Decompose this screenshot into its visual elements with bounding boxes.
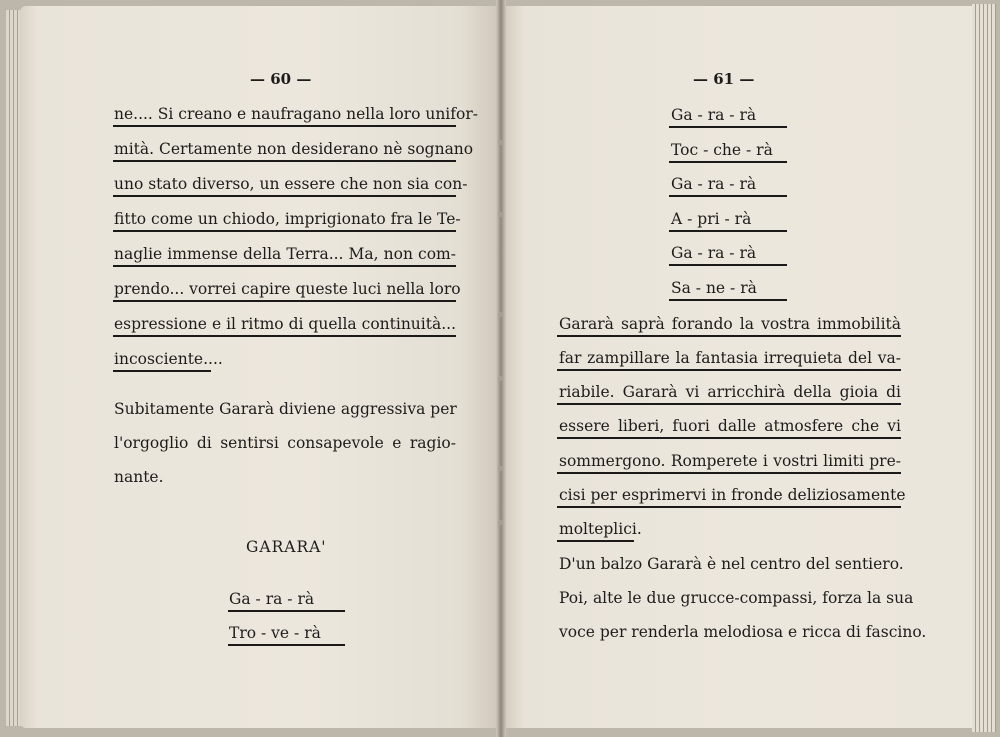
underline <box>557 506 901 508</box>
right-text-line: essere liberi, fuori dalle atmosfere che vi <box>559 417 901 435</box>
left-paragraph-line: l'orgoglio di sentirsi consapevole e ragio- <box>114 434 456 452</box>
underline <box>113 160 456 162</box>
right-paragraph-line: voce per renderla melodiosa e ricca di fascino. <box>559 623 927 641</box>
right-text-line: cisi per esprimervi in fronde deliziosamente <box>559 486 906 504</box>
binding-stitch <box>498 520 503 525</box>
left-paragraph-line: nante. <box>114 468 164 486</box>
binding-stitch <box>498 312 503 317</box>
right-text-line: sommergono. Romperete i vostri limiti pre- <box>559 452 901 470</box>
binding-stitch <box>498 466 503 471</box>
underline <box>113 265 456 267</box>
underline <box>113 300 456 302</box>
right-page-number: — 61 — <box>693 70 755 88</box>
verse-line: Ga - ra - rà <box>229 590 315 608</box>
right-text-line: Gararà saprà forando la vostra immobilità <box>559 315 901 333</box>
left-text-line: uno stato diverso, un essere che non sia con- <box>114 175 468 193</box>
left-text-line: espressione e il ritmo di quella continuità... <box>114 315 456 333</box>
underline <box>557 335 901 337</box>
verse-line: Sa - ne - rà <box>671 279 757 297</box>
verse-line: Ga - ra - rà <box>671 106 757 124</box>
underline <box>669 161 787 163</box>
underline <box>557 437 901 439</box>
underline <box>669 195 787 197</box>
left-text-line: ne.... Si creano e naufragano nella loro unifor- <box>114 105 478 123</box>
right-page-edges <box>972 4 996 732</box>
underline <box>557 403 901 405</box>
underline <box>669 299 787 301</box>
binding-stitch <box>498 140 503 145</box>
left-text-line: prendo... vorrei capire queste luci nella loro <box>114 280 461 298</box>
underline <box>113 370 211 372</box>
verse-line: Ga - ra - rà <box>671 244 757 262</box>
verse-line: A - pri - rà <box>671 210 752 228</box>
verse-line: Toc - che - rà <box>671 141 773 159</box>
book-gutter <box>496 0 506 737</box>
underline <box>228 644 345 646</box>
left-text-line: fitto come un chiodo, imprigionato fra le Te- <box>114 210 461 228</box>
right-paragraph-line: Poi, alte le due grucce-compassi, forza la sua <box>559 589 914 607</box>
binding-stitch <box>498 212 503 217</box>
left-page-number: — 60 — <box>250 70 312 88</box>
underline <box>557 472 901 474</box>
underline <box>557 540 634 542</box>
underline <box>113 125 456 127</box>
underline <box>669 126 787 128</box>
underline <box>113 230 456 232</box>
left-text-line: mità. Certamente non desiderano nè sognano <box>114 140 474 158</box>
right-paragraph-line: D'un balzo Gararà è nel centro del sentiero. <box>559 555 904 573</box>
underline <box>669 230 787 232</box>
left-paragraph-line: Subitamente Gararà diviene aggressiva per <box>114 400 457 418</box>
underline <box>669 264 787 266</box>
underline <box>113 195 456 197</box>
underline <box>557 369 901 371</box>
poem-title: GARARA' <box>246 538 327 556</box>
verse-line: Tro - ve - rà <box>229 624 321 642</box>
left-text-line: incosciente.... <box>114 350 223 368</box>
underline <box>113 335 456 337</box>
right-text-line: molteplici. <box>559 520 642 538</box>
binding-stitch <box>498 376 503 381</box>
right-text-line: riabile. Gararà vi arricchirà della gioia di <box>559 383 901 401</box>
left-text-line: naglie immense della Terra... Ma, non com- <box>114 245 456 263</box>
verse-line: Ga - ra - rà <box>671 175 757 193</box>
right-text-line: far zampillare la fantasia irrequieta del va- <box>559 349 901 367</box>
underline <box>228 610 345 612</box>
